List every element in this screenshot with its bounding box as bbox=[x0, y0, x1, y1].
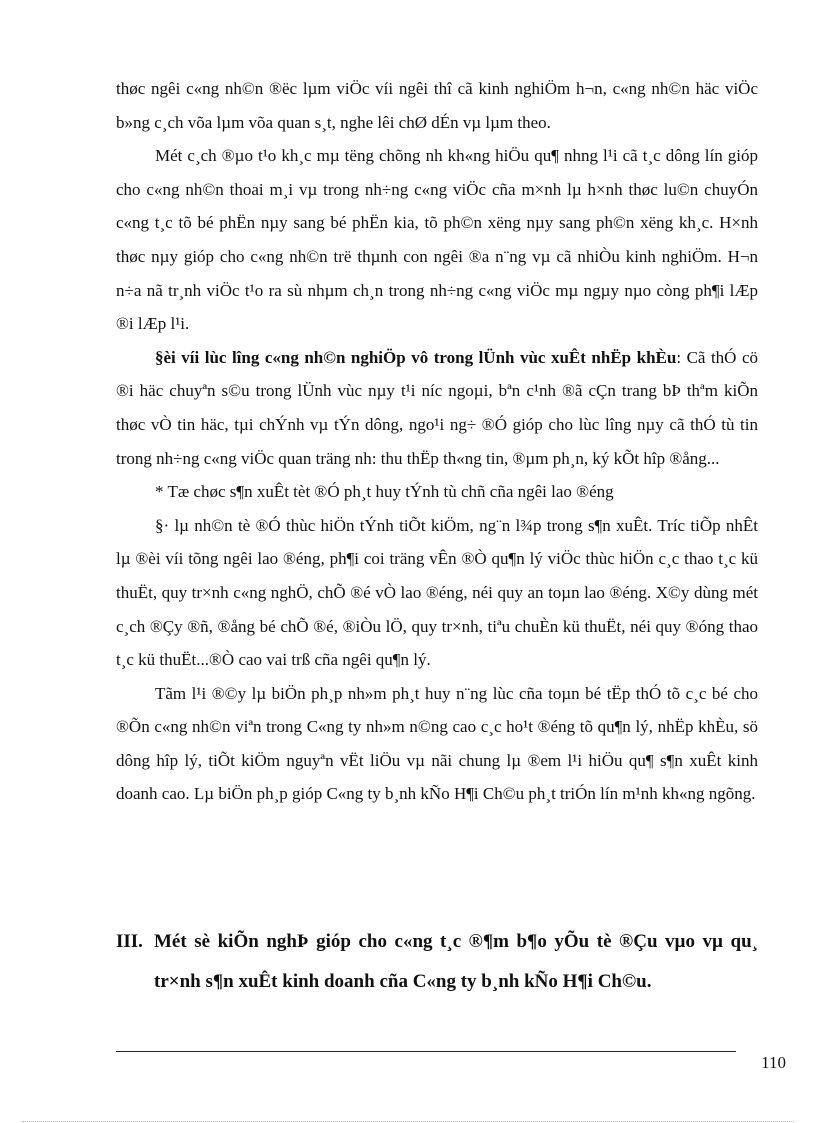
paragraph-lead-rest: : Cã thÓ cö ®i häc chuyªn s©u trong lÜnh vùc nµy t¹i níc ngoµi, bªn c¹nh ®ã cÇn trang bÞ thªm kiÕn thøc vÒ tin häc, tµi chÝnh vµ tÝn dông, ngo¹i ng÷ ®Ó gióp cho lùc lîng nµy cã thÓ tù tin trong nh÷ng c«ng viÖc quan träng nh: thu thËp th«ng tin, ®µm ph¸n, ký kÕt hîp ®ång... bbox=[116, 347, 758, 468]
paragraph-import-export-staff bbox=[116, 341, 758, 475]
paragraph-continuation: thøc ngêi c«ng nh©n ®ëc lµm viÖc víi ngêi thî cã kinh nghiÖm h¬n, c«ng nh©n häc viÖc b»ng c¸ch võa lµm võa quan s¸t, nghe lêi chØ dÉn vµ lµm theo. bbox=[116, 79, 758, 132]
footer-divider bbox=[116, 1051, 736, 1052]
section-title: Mét sè kiÕn nghÞ gióp cho c«ng t¸c ®¶m b¶o yÕu tè ®Çu vµo vµ qu¸ tr×nh s¶n xuÊt kinh doanh cña C«ng ty b¸nh kÑo H¶i Ch©u. bbox=[154, 931, 758, 992]
bullet-production-organization: * Tæ chøc s¶n xuÊt tèt ®Ó ph¸t huy tÝnh tù chñ cña ngêi lao ®éng bbox=[155, 482, 614, 502]
section-heading bbox=[116, 922, 758, 1002]
page-body bbox=[116, 72, 758, 811]
page-edge-divider bbox=[22, 1121, 794, 1122]
paragraph-rotation-training: Mét c¸ch ®µo t¹o kh¸c mµ tëng chõng nh kh«ng hiÖu qu¶ nhng l¹i cã t¸c dông lín gióp cho c«ng nh©n thoai m¸i vµ trong nh÷ng c«ng viÖc cña m×nh lµ h×nh thøc lu©n chuyÓn c«ng t¸c tõ bé phËn nµy sang bé phËn kia, tõ ph©n xëng nµy sang ph©n xëng kh¸c. H×nh thøc nµy gióp cho c«ng nh©n trë thµnh con ngêi ®a n¨ng vµ cã nhiÒu kinh nghiÖm. H¬n n÷a nã tr¸nh viÖc t¹o ra sù nhµm ch¸n trong nh÷ng c«ng viÖc mµ ngµy nµo còng ph¶i lÆp ®i lÆp l¹i. bbox=[116, 146, 758, 334]
page-number: 110 bbox=[761, 1053, 786, 1072]
paragraph-labor-management: §· lµ nh©n tè ®Ó thùc hiÖn tÝnh tiÕt kiÖm, ng¨n l¾p trong s¶n xuÊt. Tríc tiÕp nhÊt lµ ®èi víi tõng ngêi lao ®éng, ph¶i coi träng vÊn ®Ò qu¶n lý viÖc thùc hiÖn c¸c thao t¸c kü thuËt, quy tr×nh c«ng nghÖ, chÕ ®é vÒ lao ®éng, néi quy an toµn lao ®éng. X©y dùng mét c¸ch ®Çy ®ñ, ®ång bé chÕ ®é, ®iÒu lÖ, quy tr×nh, tiªu chuÈn kü thuËt, néi quy ®óng thao t¸c kü thuËt...®Ò cao vai trß cña ngêi qu¶n lý. bbox=[116, 515, 758, 670]
section-number: III. bbox=[116, 931, 143, 952]
paragraph-lead-bold: §èi víi lùc lîng c«ng nh©n nghiÖp vô trong lÜnh vùc xuÊt nhËp khÈu bbox=[155, 347, 677, 367]
paragraph-summary: Tãm l¹i ®©y lµ biÖn ph¸p nh»m ph¸t huy n¨ng lùc cña toµn bé tËp thÓ tõ c¸c bé cho ®Õn c«ng nh©n viªn trong C«ng ty nh»m n©ng cao c¸c ho¹t ®éng tõ qu¶n lý, nhËp khÈu, sö dông hîp lý, tiÕt kiÖm nguyªn vËt liÖu vµ nãi chung lµ ®em l¹i hiÖu qu¶ s¶n xuÊt kinh doanh cao. Lµ biÖn ph¸p gióp C«ng ty b¸nh kÑo H¶i Ch©u ph¸t triÓn lín m¹nh kh«ng ngõng. bbox=[116, 683, 758, 804]
